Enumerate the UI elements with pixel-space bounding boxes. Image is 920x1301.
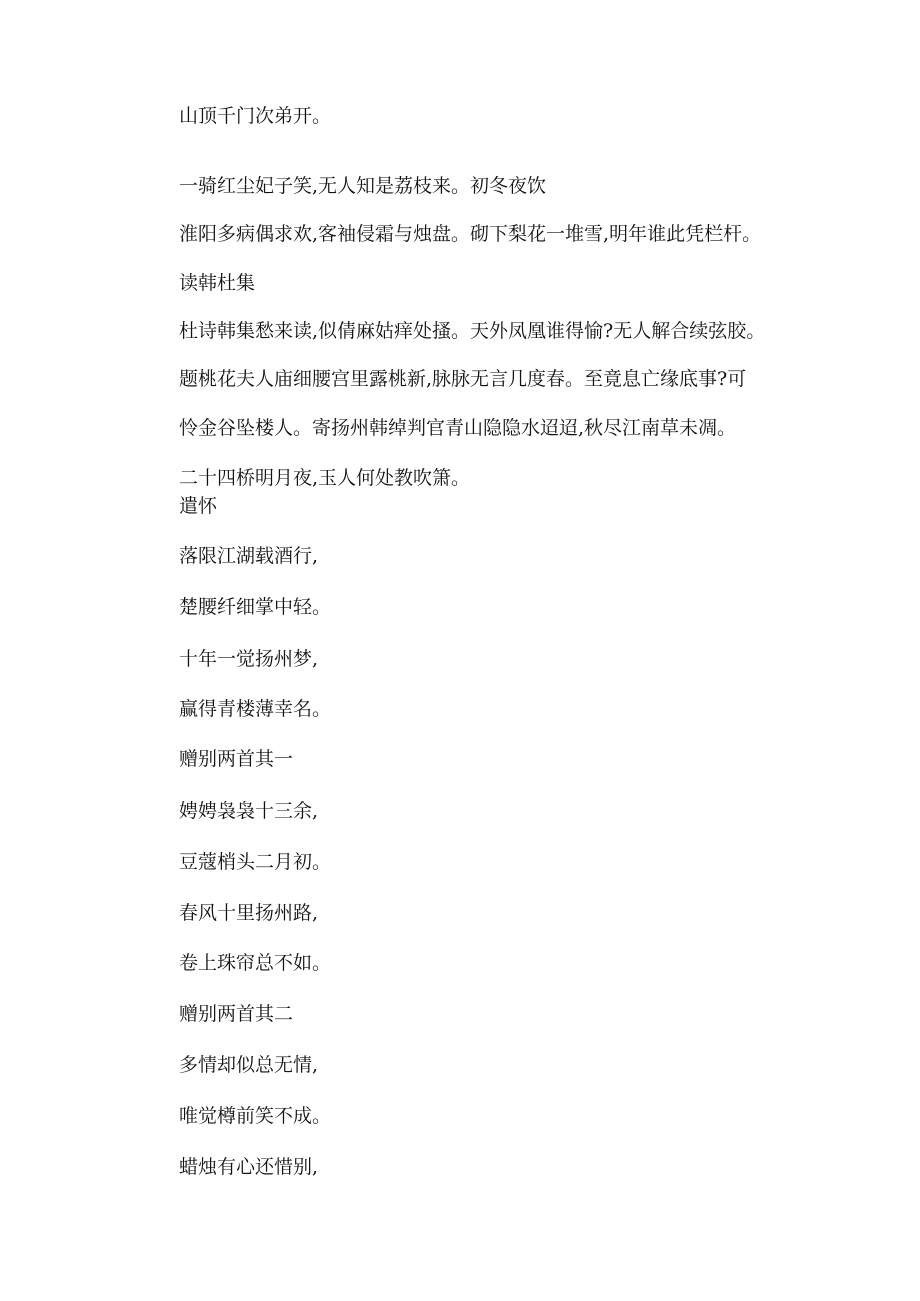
text-line: 杜诗韩集愁来读,似倩麻姑痒处搔。天外凤凰谁得愉?无人解合续弦胶。 — [179, 320, 766, 342]
text-line: 题桃花夫人庙细腰宫里露桃新,脉脉无言几度春。至竟息亡缘底事?可 — [179, 368, 747, 390]
poem-line: 豆蔻梢头二月初。 — [179, 851, 332, 873]
section-heading: 读韩杜集 — [179, 272, 256, 294]
poem-line: 赢得青楼薄幸名。 — [179, 698, 332, 720]
poem-line: 落限江湖载酒行, — [179, 545, 319, 567]
poem-line: 娉娉袅袅十三余, — [179, 800, 319, 822]
poem-line: 蜡烛有心还惜别, — [179, 1156, 319, 1178]
text-line: 二十四桥明月夜,玉人何处教吹箫。 — [179, 467, 471, 489]
text-line: 怜金谷坠楼人。寄扬州韩绰判官青山隐隐水迢迢,秋尽江南草未凋。 — [179, 417, 737, 439]
poem-line: 多情却似总无情, — [179, 1054, 319, 1076]
poem-line: 春风十里扬州路, — [179, 902, 319, 924]
section-heading: 赠别两首其二 — [179, 1003, 294, 1025]
text-line: 一骑红尘妃子笑,无人知是荔枝来。初冬夜饮 — [179, 175, 547, 197]
section-heading: 赠别两首其一 — [179, 748, 294, 770]
text-line: 山顶千门次弟开。 — [179, 105, 332, 127]
section-heading: 遣怀 — [179, 495, 218, 517]
poem-line: 唯觉樽前笑不成。 — [179, 1105, 332, 1127]
poem-line: 十年一觉扬州梦, — [179, 648, 319, 670]
poem-line: 楚腰纤细掌中轻。 — [179, 596, 332, 618]
text-line: 淮阳多病偶求欢,客袖侵霜与烛盘。砌下梨花一堆雪,明年谁此凭栏杆。 — [179, 223, 762, 245]
poem-line: 卷上珠帘总不如。 — [179, 952, 332, 974]
